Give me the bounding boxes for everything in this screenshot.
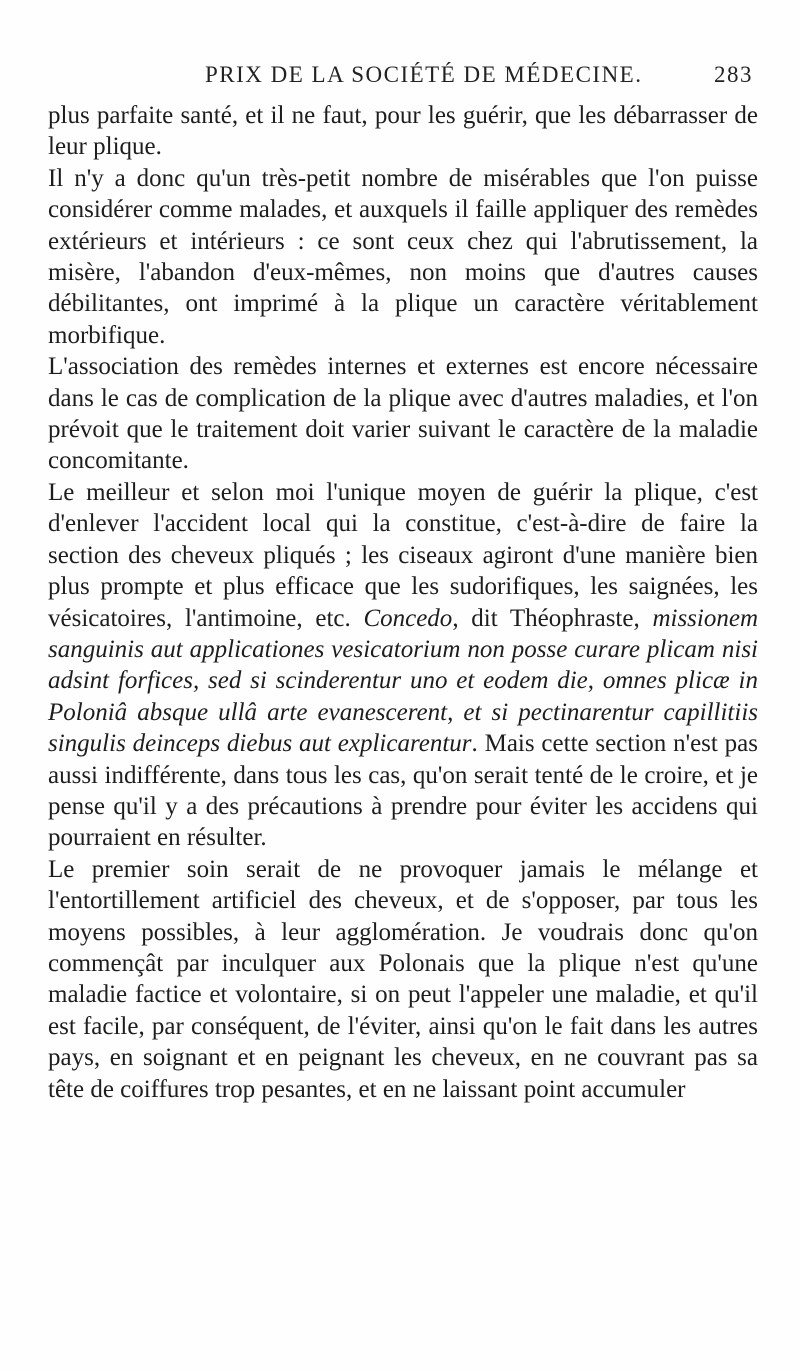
latin-quote-theophrastus: missionem sanguinis aut applicationes vesicatorium non posse curare plicam nisi adsint forfices, sed si scinderentur uno et eodem die, omnes plicæ in Poloniâ absque ullâ arte evanescerent, et si pectinarentur capillitiis singulis deinceps diebus aut explicarentur xyxy=(48,604,758,758)
paragraph-1: plus parfaite santé, et il ne faut, pour les guérir, que les débarrasser de leur plique. xyxy=(48,102,758,161)
paragraph-3: L'association des remèdes internes et externes est encore nécessaire dans le cas de complication de la plique avec d'autres maladies, et l'on prévoit que le traitement doit varier suivant le caractère de la maladie concomitante. xyxy=(48,353,758,475)
latin-quote-concedo: Concedo xyxy=(363,604,453,632)
paragraph-4-text-c: . Mais cette section n'est pas aussi indifférente, dans tous les cas, qu'on serait tenté de le croire, et je pense qu'il y a des précautions à prendre pour éviter les accidens qui pourraient en résulter. xyxy=(48,730,758,852)
paragraph-2: Il n'y a donc qu'un très-petit nombre de misérables que l'on puisse considérer comme malades, et auxquels il faille appliquer des remèdes extérieurs et intérieurs : ce sont ceux chez qui l'abrutissement, la misère, l'abandon d'eux-mêmes, non moins que d'autres causes débilitantes, ont imprimé à la plique un caractère véritablement morbifique. xyxy=(48,164,758,349)
paragraph-4-text-b: , dit Théophraste, xyxy=(452,604,653,632)
paragraph-4-text-a: Le meilleur et selon moi l'unique moyen de guérir la plique, c'est d'enlever l'accident local qui la constitue, c'est-à-dire de faire la section des cheveux pliqués ; les ciseaux agiront d'une manière bien plus prompte et plus efficace que les sudorifiques, les saignées, les vésicatoires, l'antimoine, etc. xyxy=(48,478,758,632)
running-head xyxy=(205,62,753,94)
page-number: 283 xyxy=(714,62,753,87)
paragraph-5: Le premier soin serait de ne provoquer jamais le mélange et l'entortillement artificiel des cheveux, et de s'opposer, par tous les moyens possibles, à leur agglomération. Je voudrais donc qu'on commençât par inculquer aux Polonais que la plique n'est qu'une maladie factice et volontaire, si on peut l'appeler une maladie, et qu'il est facile, par conséquent, de l'éviter, ainsi qu'on le fait dans les autres pays, en soignant et en peignant les cheveux, en ne couvrant pas sa tête de coiffures trop pesantes, et en ne laissant point accumuler xyxy=(48,855,758,1103)
body-text xyxy=(48,100,758,1105)
paragraph-4 xyxy=(48,477,758,854)
running-title: PRIX DE LA SOCIÉTÉ DE MÉDECINE. xyxy=(205,62,643,87)
